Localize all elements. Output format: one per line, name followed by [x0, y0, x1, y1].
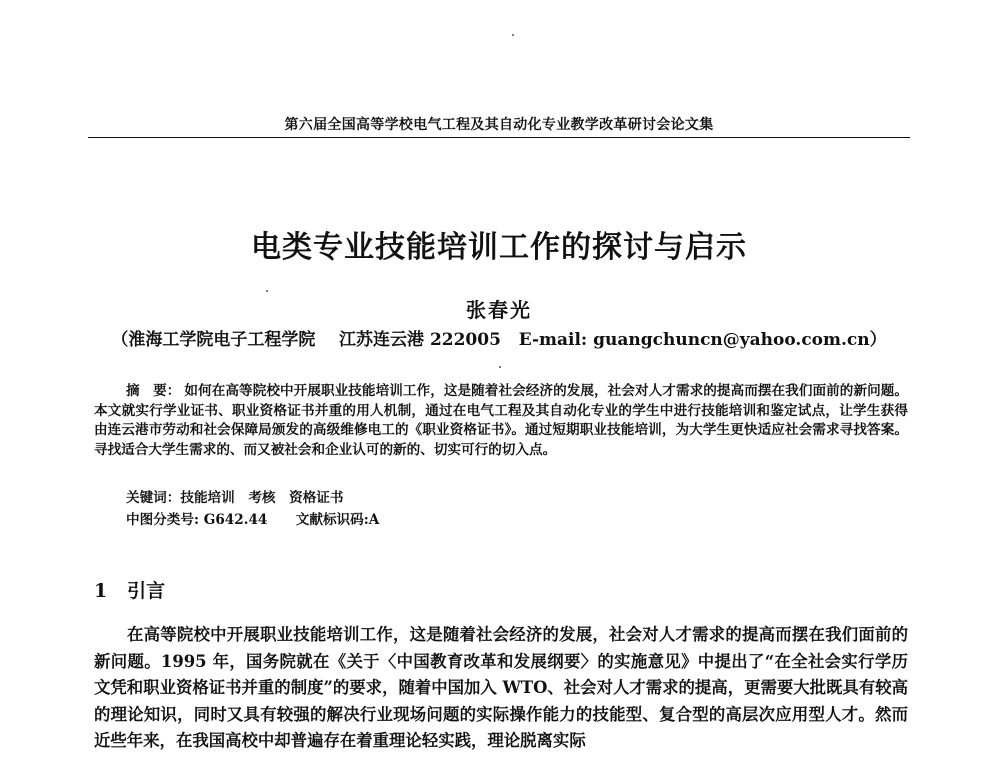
affiliation-address: 江苏连云港 222005: [339, 330, 501, 350]
keywords-items: 技能培训 考核 资格证书: [180, 490, 344, 506]
scan-speck: [512, 34, 514, 36]
running-header: 第六届全国高等学校电气工程及其自动化专业教学改革研讨会论文集: [284, 117, 714, 133]
scan-speck: [266, 290, 268, 292]
abstract-text: 如何在高等院校中开展职业技能培训工作，这是随着社会经济的发展，社会对人才需求的提高而摆在我们面前的新问题。本文就实行学业证书、职业资格证书并重的用人机制，通过在电气工程及其自动化专业的学生中进行技能培训和鉴定试点，让学生获得由连云港市劳动和社会保障局颁发的高级维修电工的《职业资格证书》。通过短期职业技能培训，为大学生更快适应社会需求寻找答案。寻找适合大学生需求的、而又被社会和企业认可的新的、切实可行的切入点。: [94, 383, 908, 458]
clc-value: G642.44: [203, 512, 268, 528]
affiliation-institution: 淮海工学院电子工程学院: [128, 330, 316, 350]
affiliation-close-paren: ）: [869, 330, 887, 350]
scan-speck: [499, 366, 501, 368]
doc-code-label: 文献标识码:: [295, 512, 369, 528]
body-paragraph: 在高等院校中开展职业技能培训工作，这是随着社会经济的发展，社会对人才需求的提高而摆在我们面前的新问题。1995 年，国务院就在《关于〈中国教育改革和发展纲要〉的实施意见》中提出了“在全社会实行学历文凭和职业资格证书并重的制度”的要求，随着中国加入 WTO、社会对人才需求的提高，更需要大批既具有较高的理论知识，同时又具有较强的解决行业现场问题的实际操作能力的技能型、复合型的高层次应用型人才。然而近些年来，在我国高校中却普遍存在着重理论轻实践，理论脱离实际: [94, 625, 908, 751]
abstract-label: 摘 要：: [126, 383, 181, 399]
keywords-line: [126, 486, 344, 506]
author-name: 张春光: [466, 298, 532, 322]
classification-line: [126, 508, 379, 528]
keywords-label: 关键词：: [126, 490, 181, 506]
affiliation-open-paren: （: [111, 330, 129, 350]
affiliation-email: E-mail: guangchuncn@yahoo.com.cn: [518, 330, 870, 350]
doc-code-value: A: [368, 512, 380, 528]
section-title: 引言: [127, 580, 166, 602]
header-rule: [88, 137, 910, 138]
section-heading: [94, 576, 165, 603]
paper-title: 电类专业技能培训工作的探讨与启示: [251, 230, 747, 265]
abstract: [94, 382, 908, 460]
author-affiliation: [88, 325, 910, 350]
clc-label: 中图分类号:: [126, 512, 204, 528]
section-number: 1: [94, 580, 108, 602]
